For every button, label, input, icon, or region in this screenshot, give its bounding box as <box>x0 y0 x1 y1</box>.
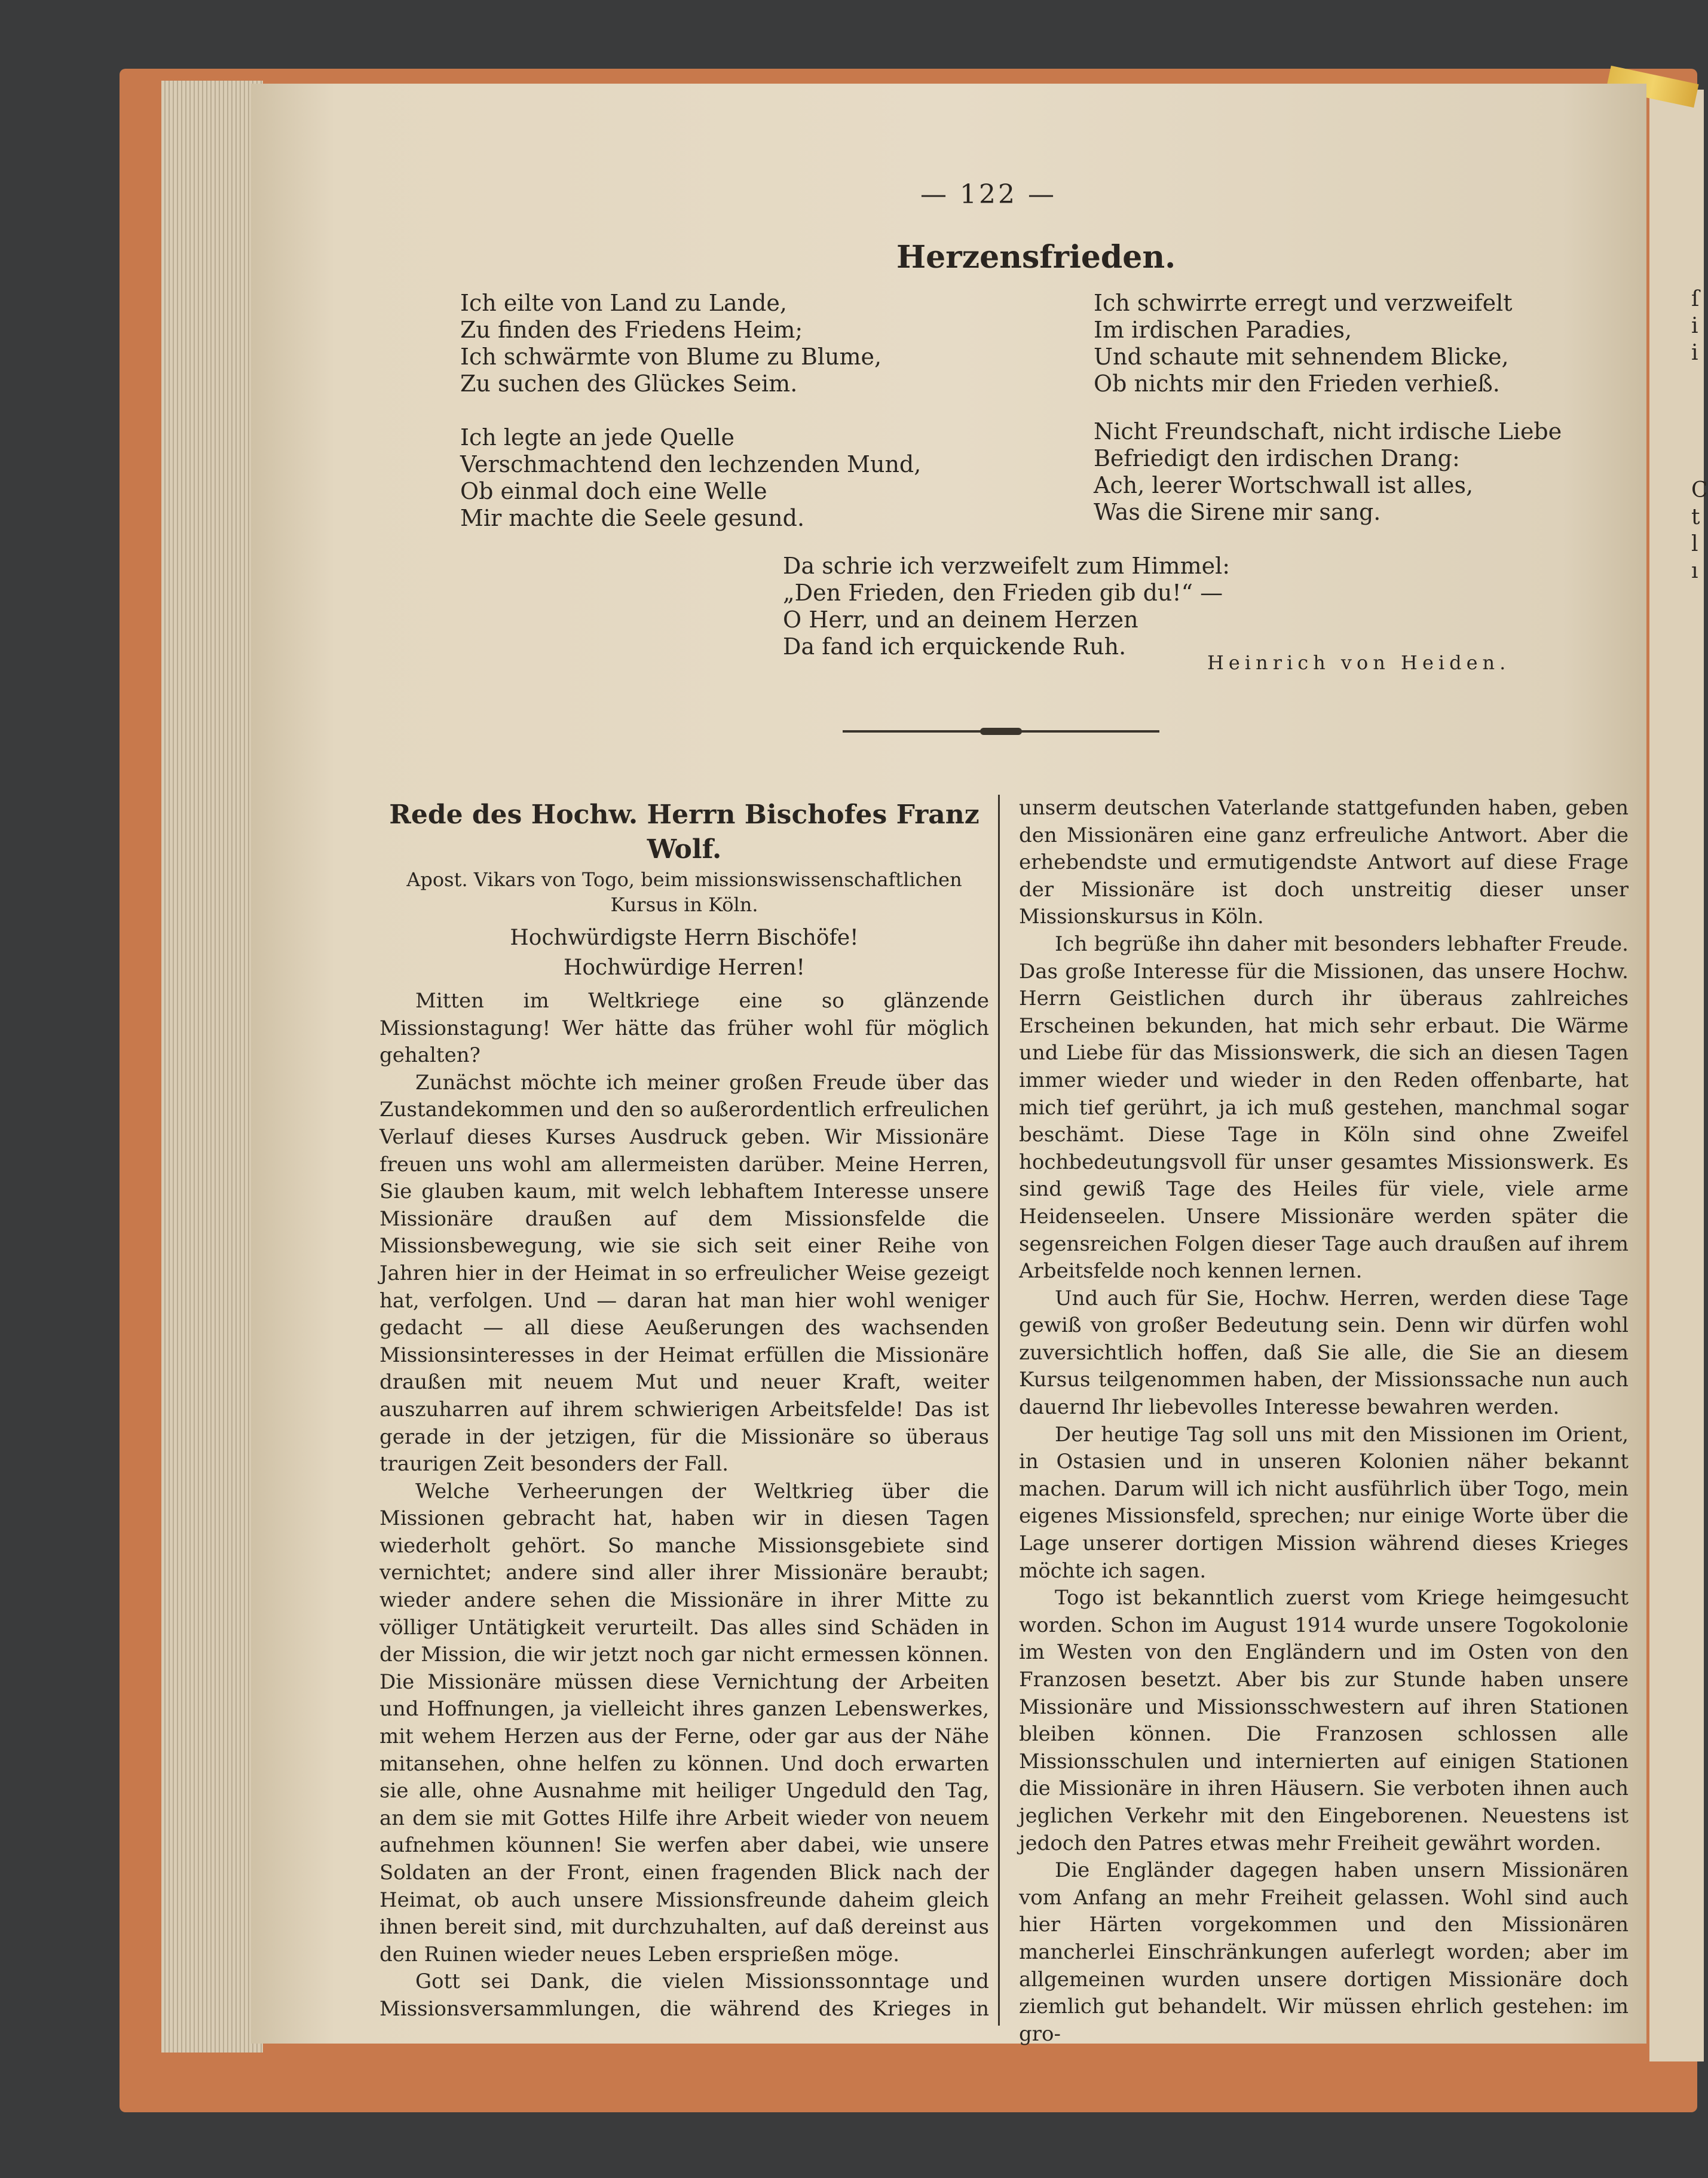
paragraph: Mitten im Weltkriege eine so glänzende Missionstagung! Wer hätte das früher wohl für möglich gehalten? <box>379 989 989 1068</box>
paragraph: Welche Verheerungen der Weltkrieg über die Missionen gebracht hat, haben wir in diesen Tagen wiederholt gehört. So manche Missionsgebiete sind vernichtet; andere sind aller ihrer Missionäre beraubt; wieder andere sehen die Missionäre in ihrer Mitte zu völliger Untätigkeit verurteilt. Das alles sind Schäden in der Mission, die wir jetzt noch gar nicht ermessen können. Die Missionäre müssen diese Vernichtung der Arbeiten und Hoffnungen, ja vielleicht ihres ganzen Lebenswerkes, mit wehem Herzen aus der Ferne, oder gar aus der Nähe mitansehen, ohne helfen zu können. Und doch erwarten sie alle, ohne Ausnahme mit heiliger Ungeduld den Tag, an dem sie mit Gottes Hilfe ihre Arbeit wieder von neuem aufnehmen köunnen! Sie werfen aber dabei, wie unsere Soldaten an der Front, einen fragenden Blick nach der Heimat, ob auch unsere Missionsfreunde daheim gleich ihnen bereit sind, mit durchzuhalten, auf daß dereinst aus den Ruinen wieder neues Leben ersprießen möge. <box>379 1479 989 1966</box>
poem-stanza <box>783 553 1230 660</box>
poem-stanza <box>1094 418 1562 526</box>
poem-stanza <box>460 424 921 532</box>
poem-line: „Den Frieden, den Frieden gib du!“ — <box>783 580 1223 606</box>
article-right-column <box>1019 795 1629 2048</box>
paragraph: Der heutige Tag soll uns mit den Missionen im Orient, in Ostasien und in unseren Kolonien näher bekannt machen. Darum will ich nicht ausführlich über Togo, mein eigenes Missionsfeld, sprechen; nur einige Worte über die Lage unserer dortigen Mission während dieses Krieges möchte ich sagen. <box>1019 1422 1629 1583</box>
poem-line: Nicht Freundschaft, nicht irdische Liebe <box>1094 418 1562 445</box>
edge-letter: t <box>1691 505 1700 529</box>
poem-line: Und schaute mit sehnendem Blicke, <box>1094 344 1509 370</box>
poem-line: Ich eilte von Land zu Lande, <box>460 290 787 316</box>
next-page-edge <box>1649 90 1708 2061</box>
poem-line: O Herr, und an deinem Herzen <box>783 606 1138 633</box>
poem-author: Heinrich von Heiden. <box>1207 651 1511 674</box>
salutation: Hochwürdigste Herrn Bischöfe! <box>510 926 859 950</box>
poem-line: Verschmachtend den lechzenden Mund, <box>460 451 922 477</box>
poem-line: Zu finden des Friedens Heim; <box>460 317 803 343</box>
poem-line: Ich legte an jede Quelle <box>460 424 734 451</box>
poem-line: Im irdischen Paradies, <box>1094 317 1352 343</box>
poem-line: Was die Sirene mir sang. <box>1094 499 1381 525</box>
paragraph: Zunächst möchte ich meiner großen Freude über das Zustandekommen und den so außerordentlich erfreulichen Verlauf dieses Kurses Ausdruck geben. Wir Missionäre freuen uns wohl am allermeisten darüber. Meine Herren, Sie glauben kaum, mit welch lebhaftem Interesse unsere Missionäre draußen auf dem Missionsfelde die Missionsbewegung, wie sie sich seit einer Reihe von Jahren hier in der Heimat in so erfreulicher Weise gezeigt hat, verfolgen. Und — daran hat man hier wohl weniger gedacht — all diese Aeußerungen des wachsenden Missionsinteresses in der Heimat erfüllen die Missionäre draußen mit neuem Mut und neuer Kraft, weiter auszuharren auf ihrem schwierigen Arbeitsfelde! Das ist gerade in der jetzigen, für die Missionäre so überaus traurigen Zeit besonders der Fall. <box>379 1070 989 1476</box>
paragraph: Gott sei Dank, die vielen Missionssonntage und Missionsversammlungen, die während des Krieges in <box>379 1969 989 2021</box>
salutation: Hochwürdige Herren! <box>563 955 806 980</box>
poem-line: Befriedigt den irdischen Drang: <box>1094 445 1460 471</box>
poem-stanza <box>1094 290 1513 397</box>
paragraph: Ich begrüße ihn daher mit besonders lebhafter Freude. Das große Interesse für die Missionen, das unsere Hochw. Herrn Geistlichen durch ihr überaus zahlreiches Erscheinen bekunden, hat mich sehr erbaut. Die Wärme und Liebe für das Missionswerk, die sich an diesen Tagen immer wieder und wieder in den Reden offenbarte, hat mich tief gerührt, ja ich muß gestehen, manchmal sogar beschämt. Diese Tage in Köln sind ohne Zweifel hochbedeutungsvoll für unser gesamtes Missionswerk. Es sind gewiß Tage des Heiles für viele, viele arme Heidenseelen. Unsere Missionäre werden später die segensreichen Folgen dieser Tage auch draußen auf ihrem Arbeitsfelde noch kennen lernen. <box>1019 932 1629 1283</box>
edge-letter: i <box>1691 341 1698 365</box>
poem-line: Ob einmal doch eine Welle <box>460 478 767 504</box>
page-stack <box>161 81 263 2053</box>
edge-letter: l <box>1691 532 1698 556</box>
poem-title: Herzensfrieden. <box>896 239 1176 275</box>
poem-stanza <box>460 290 881 397</box>
column-divider <box>998 795 1000 2026</box>
poem-line: Ob nichts mir den Frieden verhieß. <box>1094 370 1500 397</box>
edge-letter: C <box>1691 478 1708 503</box>
poem-line: Da fand ich erquickende Ruh. <box>783 633 1127 660</box>
edge-letter: i <box>1691 314 1698 338</box>
poem-line: Ich schwärmte von Blume zu Blume, <box>460 344 882 370</box>
article-subtitle: Apost. Vikars von Togo, beim missionswissenschaftlichen Kursus in Köln. <box>406 868 962 916</box>
poem-line: Ich schwirrte erregt und verzweifelt <box>1094 290 1513 316</box>
paragraph: Die Engländer dagegen haben unsern Missionären vom Anfang an mehr Freiheit gelassen. Wohl sind auch hier Härten vorgekommen und den Missionären mancherlei Einschränkungen auferlegt worden; aber im allgemeinen wurden unsere dortigen Missionäre doch ziemlich gut behandelt. Wir müssen ehrlich gestehen: im gro- <box>1019 1858 1629 2046</box>
poem-line: Da schrie ich verzweifelt zum Himmel: <box>783 553 1231 579</box>
paragraph: unserm deutschen Vaterlande stattgefunden haben, geben den Missionären eine ganz erfreuliche Antwort. Aber die erhebendste und ermutigendste Antwort auf diese Frage der Missionäre ist doch unstreitig dieser unser Missionskursus in Köln. <box>1019 796 1629 929</box>
article-title: Rede des Hochw. Herrn Bischofes Franz Wolf. <box>389 799 980 865</box>
paragraph: Togo ist bekanntlich zuerst vom Kriege heimgesucht worden. Schon im August 1914 wurde unsere Togokolonie im Westen von den Engländern und im Osten von den Franzosen besetzt. Aber bis zur Stunde haben unsere Missionäre und Missionsschwestern auf ihren Stationen bleiben können. Die Franzosen schlossen alle Missionsschulen und internierten auf einigen Stationen die Missionäre in ihren Häusern. Sie verboten ihnen auch jeglichen Verkehr mit den Eingeborenen. Neuestens ist jedoch den Patres etwas mehr Freiheit gewährt worden. <box>1019 1586 1629 1855</box>
poem-line: Zu suchen des Glückes Seim. <box>460 370 798 397</box>
edge-letter: ı <box>1691 559 1698 583</box>
paragraph: Und auch für Sie, Hochw. Herren, werden diese Tage gewiß von großer Bedeutung sein. Denn wir dürfen wohl zuversichtlich hoffen, daß Sie alle, die Sie an diesem Kursus teilgenommen haben, der Missionssache nun auch dauernd Ihr liebevolles Interesse bewahren werden. <box>1019 1286 1629 1420</box>
section-divider-ornament <box>980 728 1022 735</box>
poem-line: Mir machte die Seele gesund. <box>460 505 805 531</box>
edge-letter: ſ <box>1691 287 1700 311</box>
article-left-column <box>379 798 989 2023</box>
poem-line: Ach, leerer Wortschwall ist alles, <box>1094 472 1474 498</box>
page-number: — 122 — <box>920 179 1057 210</box>
